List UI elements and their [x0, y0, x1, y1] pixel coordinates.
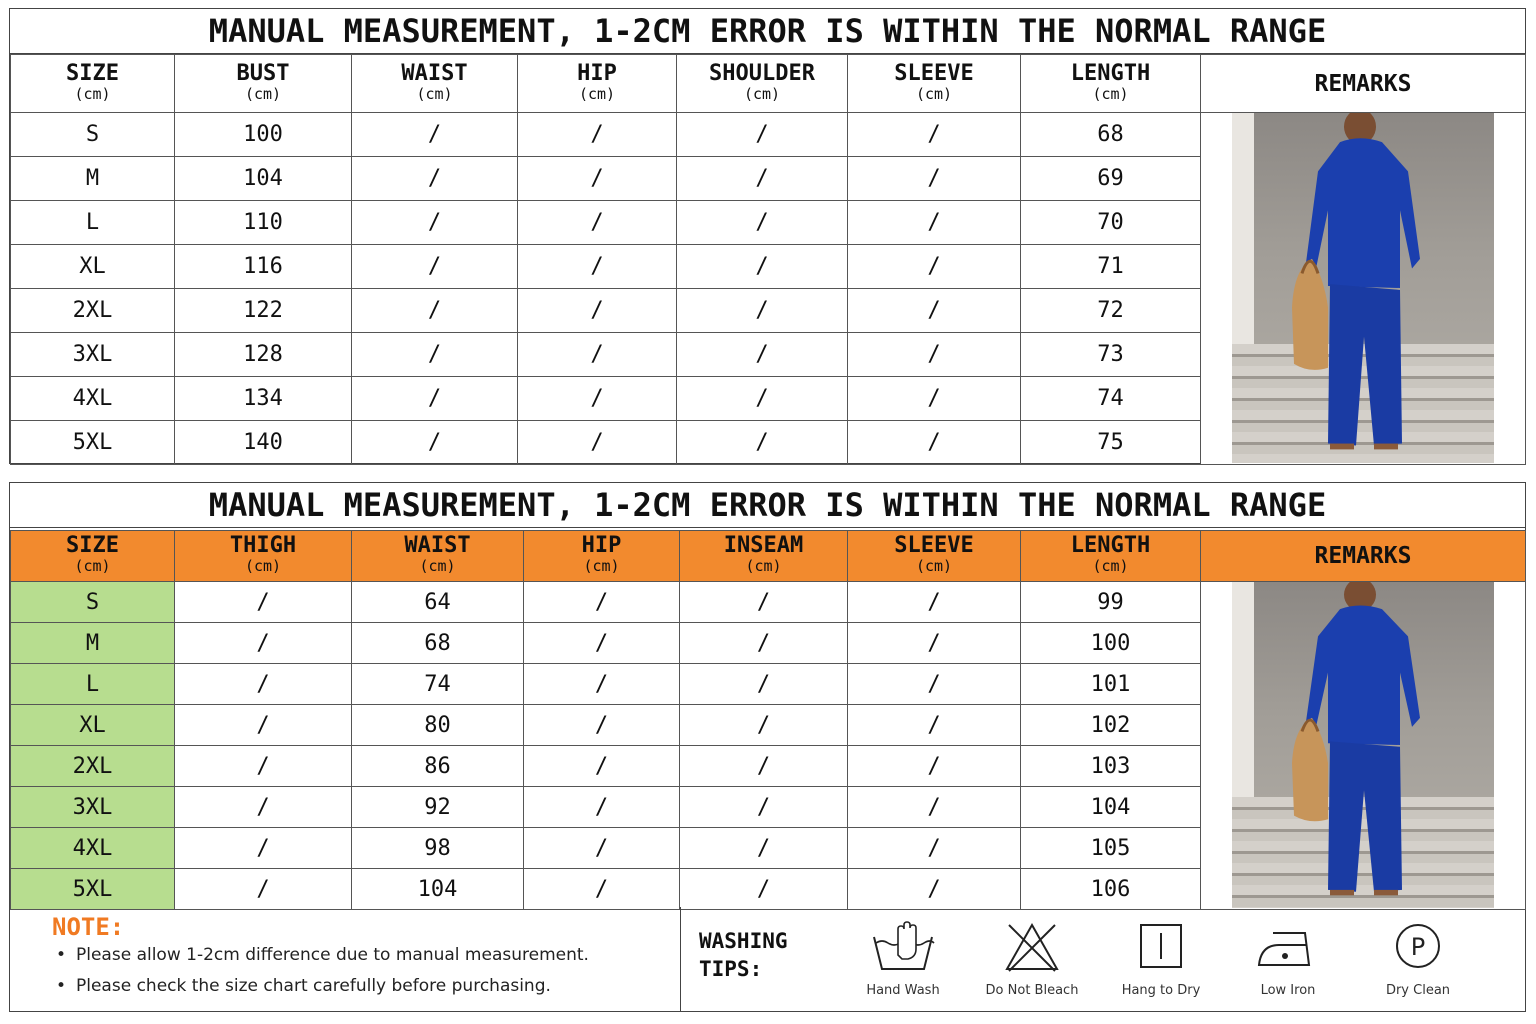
- note-title: NOTE:: [52, 913, 125, 941]
- measure-cell: /: [677, 113, 848, 157]
- header-unit: (cm): [1092, 557, 1129, 575]
- note-line: • Please check the size chart carefully before purchasing.: [76, 976, 551, 996]
- bottom_chart-col-sleeve: [848, 531, 1021, 582]
- washing-tips-title: [699, 927, 819, 983]
- measure-cell: 68: [352, 623, 524, 664]
- measure-cell: /: [518, 201, 677, 245]
- header-unit: (cm): [915, 557, 953, 575]
- measure-cell: 104: [1021, 787, 1201, 828]
- size-cell: 2XL: [11, 289, 175, 333]
- measure-cell: 116: [175, 245, 352, 289]
- top_chart-col-remarks: REMARKS: [1201, 55, 1526, 113]
- svg-text:P: P: [1410, 933, 1426, 961]
- measure-cell: /: [848, 333, 1021, 377]
- wash-label: Hang to Dry: [1121, 983, 1201, 998]
- size-cell: 2XL: [11, 746, 175, 787]
- header-unit: (cm): [416, 84, 453, 103]
- measure-cell: 103: [1021, 746, 1201, 787]
- measure-cell: /: [175, 787, 352, 828]
- measure-cell: /: [518, 157, 677, 201]
- measure-cell: 105: [1021, 828, 1201, 869]
- bottom-chart-title: MANUAL MEASUREMENT, 1-2CM ERROR IS WITHIN THE NORMAL RANGE: [10, 483, 1525, 528]
- size-cell: 5XL: [11, 869, 175, 910]
- low-iron-icon: [1253, 919, 1323, 975]
- size-cell: M: [11, 157, 175, 201]
- top-chart-title: MANUAL MEASUREMENT, 1-2CM ERROR IS WITHIN THE NORMAL RANGE: [10, 9, 1525, 54]
- model-photo: [1232, 582, 1494, 908]
- measure-cell: /: [175, 746, 352, 787]
- header-label: WAIST: [401, 60, 468, 86]
- header-label: SHOULDER: [709, 60, 815, 86]
- measure-cell: 80: [352, 705, 524, 746]
- top-header-row: [11, 55, 1526, 113]
- measure-cell: /: [352, 421, 518, 465]
- measure-cell: /: [848, 869, 1021, 910]
- washing-title-line: WASHING: [699, 929, 788, 953]
- measure-cell: /: [524, 705, 680, 746]
- measure-cell: /: [524, 664, 680, 705]
- top_chart-col-sleeve: [848, 55, 1021, 113]
- header-unit: (cm): [419, 557, 456, 575]
- wash-label: Low Iron: [1260, 983, 1316, 998]
- header-label: INSEAM: [723, 533, 804, 558]
- measure-cell: /: [352, 113, 518, 157]
- measure-cell: /: [677, 333, 848, 377]
- wash-item-hand-wash: [838, 919, 968, 998]
- bottom_chart-col-length: [1021, 531, 1201, 582]
- measure-cell: /: [524, 582, 680, 623]
- header-unit: (cm): [244, 84, 282, 103]
- header-label: SIZE: [66, 533, 119, 558]
- header-label: HIP: [577, 60, 617, 86]
- header-label: SIZE: [66, 60, 119, 86]
- wash-item-low-iron: [1223, 919, 1353, 998]
- header-unit: (cm): [244, 557, 282, 575]
- header-label: SLEEVE: [894, 60, 974, 86]
- header-unit: (cm): [743, 84, 781, 103]
- header-unit: (cm): [74, 557, 111, 575]
- measure-cell: /: [680, 664, 848, 705]
- size-cell: S: [11, 113, 175, 157]
- measure-cell: 86: [352, 746, 524, 787]
- measure-cell: 98: [352, 828, 524, 869]
- measure-cell: /: [848, 421, 1021, 465]
- header-unit: (cm): [1092, 84, 1129, 103]
- bottom_chart-col-hip: [524, 531, 680, 582]
- remarks-photo-cell: [1201, 582, 1526, 910]
- measure-cell: /: [680, 869, 848, 910]
- measure-cell: 104: [175, 157, 352, 201]
- measure-cell: /: [352, 333, 518, 377]
- note-line: • Please allow 1-2cm difference due to manual measurement.: [76, 945, 589, 965]
- measure-cell: /: [524, 869, 680, 910]
- measure-cell: 71: [1021, 245, 1201, 289]
- measure-cell: /: [680, 746, 848, 787]
- bottom_chart-col-inseam: [680, 531, 848, 582]
- hang-to-dry-icon: [1126, 919, 1196, 975]
- measure-cell: /: [175, 705, 352, 746]
- wash-item-do-not-bleach: [967, 919, 1097, 998]
- measure-cell: 140: [175, 421, 352, 465]
- size-cell: 4XL: [11, 377, 175, 421]
- measure-cell: 70: [1021, 201, 1201, 245]
- top-size-table: [10, 54, 1526, 465]
- measure-cell: /: [518, 245, 677, 289]
- measure-cell: /: [524, 746, 680, 787]
- measure-cell: 128: [175, 333, 352, 377]
- wash-label: Hand Wash: [866, 983, 940, 998]
- table-row: [11, 113, 1526, 157]
- measure-cell: /: [848, 201, 1021, 245]
- measure-cell: /: [352, 377, 518, 421]
- bottom_chart-col-size: [11, 531, 175, 582]
- measure-cell: /: [677, 245, 848, 289]
- size-cell: XL: [11, 705, 175, 746]
- top_chart-col-shoulder: [677, 55, 848, 113]
- measure-cell: 99: [1021, 582, 1201, 623]
- measure-cell: /: [848, 664, 1021, 705]
- header-unit: (cm): [583, 557, 620, 575]
- measure-cell: /: [848, 705, 1021, 746]
- size-cell: 4XL: [11, 828, 175, 869]
- size-cell: L: [11, 664, 175, 705]
- bottom-size-table: [10, 530, 1526, 910]
- header-label: LENGTH: [1070, 533, 1151, 558]
- measure-cell: 69: [1021, 157, 1201, 201]
- measure-cell: /: [848, 787, 1021, 828]
- measure-cell: /: [518, 289, 677, 333]
- table-row: [11, 582, 1526, 623]
- measure-cell: 134: [175, 377, 352, 421]
- wash-label: Do Not Bleach: [985, 983, 1079, 998]
- measure-cell: /: [518, 421, 677, 465]
- hand-wash-icon: [868, 919, 938, 975]
- washing-tips-section: [680, 907, 1525, 1011]
- measure-cell: 74: [352, 664, 524, 705]
- measure-cell: 73: [1021, 333, 1201, 377]
- measure-cell: 100: [175, 113, 352, 157]
- measure-cell: 68: [1021, 113, 1201, 157]
- measure-cell: 74: [1021, 377, 1201, 421]
- measure-cell: /: [175, 869, 352, 910]
- measure-cell: 100: [1021, 623, 1201, 664]
- measure-cell: /: [524, 828, 680, 869]
- header-unit: (cm): [745, 557, 782, 575]
- measure-cell: /: [677, 421, 848, 465]
- size-cell: XL: [11, 245, 175, 289]
- measure-cell: /: [677, 201, 848, 245]
- measure-cell: /: [175, 664, 352, 705]
- top_chart-col-bust: [175, 55, 352, 113]
- top_chart-col-hip: [518, 55, 677, 113]
- top_chart-col-length: [1021, 55, 1201, 113]
- remarks-photo-cell: [1201, 113, 1526, 465]
- measure-cell: 75: [1021, 421, 1201, 465]
- measure-cell: /: [677, 377, 848, 421]
- measure-cell: /: [175, 623, 352, 664]
- measure-cell: 101: [1021, 664, 1201, 705]
- model-photo: [1232, 113, 1494, 463]
- measure-cell: /: [518, 333, 677, 377]
- size-cell: 3XL: [11, 333, 175, 377]
- measure-cell: /: [352, 289, 518, 333]
- measure-cell: 122: [175, 289, 352, 333]
- measure-cell: /: [677, 157, 848, 201]
- bottom_chart-col-waist: [352, 531, 524, 582]
- measure-cell: 104: [352, 869, 524, 910]
- measure-cell: /: [848, 289, 1021, 333]
- measure-cell: /: [848, 623, 1021, 664]
- header-unit: (cm): [74, 84, 111, 103]
- measure-cell: 110: [175, 201, 352, 245]
- header-label: WAIST: [404, 533, 471, 558]
- do-not-bleach-icon: [997, 919, 1067, 975]
- measure-cell: /: [848, 828, 1021, 869]
- wash-item-hang-to-dry: [1096, 919, 1226, 998]
- measure-cell: /: [352, 245, 518, 289]
- measure-cell: /: [680, 623, 848, 664]
- header-label: THIGH: [229, 533, 297, 558]
- bottom_chart-col-remarks: REMARKS: [1201, 531, 1526, 582]
- measure-cell: /: [848, 746, 1021, 787]
- header-unit: (cm): [578, 84, 616, 103]
- measure-cell: /: [848, 245, 1021, 289]
- measure-cell: 72: [1021, 289, 1201, 333]
- bottom-header-row: [11, 531, 1526, 582]
- header-label: SLEEVE: [894, 533, 974, 558]
- size-cell: S: [11, 582, 175, 623]
- measure-cell: 92: [352, 787, 524, 828]
- wash-label: Dry Clean: [1385, 983, 1451, 998]
- size-cell: 3XL: [11, 787, 175, 828]
- measure-cell: /: [352, 201, 518, 245]
- size-cell: M: [11, 623, 175, 664]
- size-cell: 5XL: [11, 421, 175, 465]
- measure-cell: /: [680, 828, 848, 869]
- measure-cell: /: [518, 113, 677, 157]
- measure-cell: /: [848, 113, 1021, 157]
- washing-title-line: TIPS:: [699, 957, 763, 981]
- measure-cell: /: [175, 582, 352, 623]
- header-label: HIP: [581, 533, 622, 558]
- bottom-size-chart: [9, 482, 1526, 1012]
- measure-cell: /: [848, 377, 1021, 421]
- measure-cell: /: [352, 157, 518, 201]
- measure-cell: 106: [1021, 869, 1201, 910]
- wash-item-dry-clean: [1353, 919, 1483, 998]
- header-unit: (cm): [915, 84, 953, 103]
- measure-cell: /: [848, 582, 1021, 623]
- dry-clean-icon: [1383, 919, 1453, 975]
- measure-cell: /: [175, 828, 352, 869]
- bottom_chart-col-thigh: [175, 531, 352, 582]
- measure-cell: 64: [352, 582, 524, 623]
- measure-cell: /: [677, 289, 848, 333]
- measure-cell: 102: [1021, 705, 1201, 746]
- header-label: BUST: [236, 60, 290, 86]
- measure-cell: /: [680, 787, 848, 828]
- measure-cell: /: [680, 582, 848, 623]
- top_chart-col-size: [11, 55, 175, 113]
- top-size-chart: [9, 8, 1526, 464]
- measure-cell: /: [524, 623, 680, 664]
- measure-cell: /: [518, 377, 677, 421]
- measure-cell: /: [524, 787, 680, 828]
- top_chart-col-waist: [352, 55, 518, 113]
- measure-cell: /: [680, 705, 848, 746]
- note-section: [10, 907, 680, 1011]
- size-cell: L: [11, 201, 175, 245]
- header-label: LENGTH: [1070, 60, 1151, 86]
- measure-cell: /: [848, 157, 1021, 201]
